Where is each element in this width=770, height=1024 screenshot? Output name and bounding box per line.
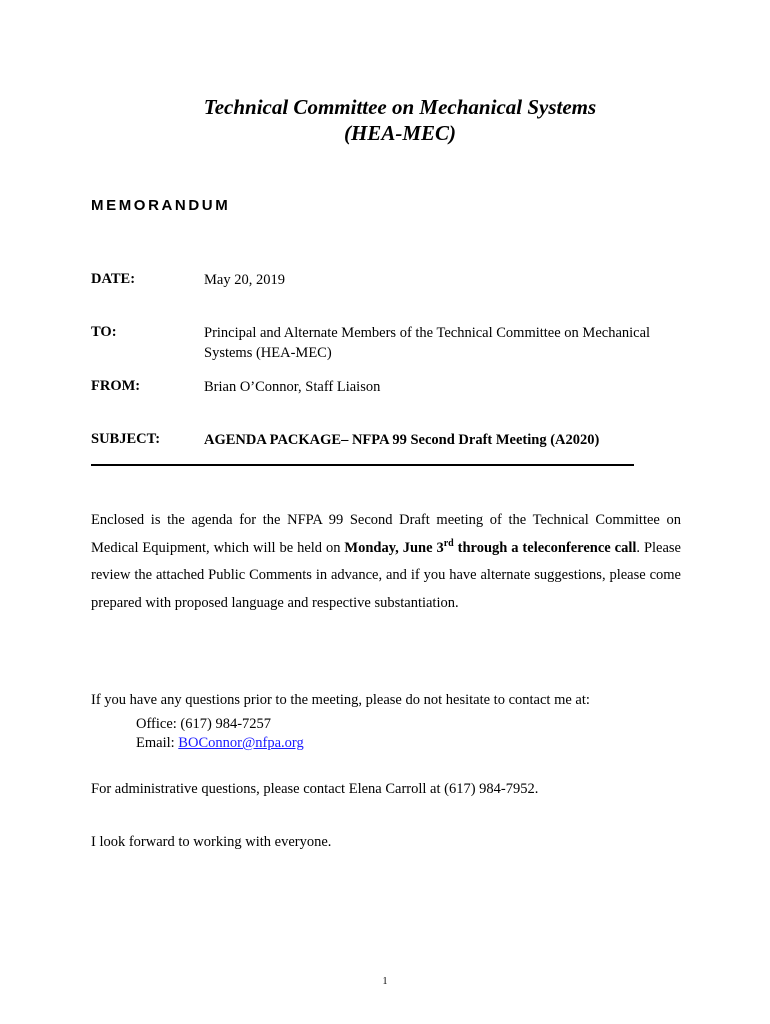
meeting-date-emphasis: Monday, June 3rd through a teleconference call	[344, 537, 637, 556]
email-contact	[136, 734, 304, 753]
office-phone: (617) 984-7257	[180, 716, 272, 732]
intro-text-end: . Please review the attached Public Comments in advance, and if you have alternate suggestions, please come prepared with proposed language and respective substantiation.	[91, 539, 681, 611]
email-link[interactable]: BOConnor@nfpa.org	[178, 735, 304, 751]
title-line-2: (HEA-MEC)	[343, 121, 456, 145]
date-label: DATE:	[91, 271, 136, 287]
to-label: TO:	[91, 324, 117, 340]
memorandum-heading: MEMORANDUM	[91, 197, 231, 214]
closing-line: I look forward to working with everyone.	[91, 834, 332, 850]
subject-value: AGENDA PACKAGE– NFPA 99 Second Draft Meeting (A2020)	[204, 432, 600, 448]
intro-paragraph	[91, 507, 681, 617]
subject-label: SUBJECT:	[91, 431, 161, 447]
from-label: FROM:	[91, 378, 141, 394]
office-contact	[136, 715, 271, 734]
header-divider	[91, 464, 634, 466]
to-value: Principal and Alternate Members of the Technical Committee on Mechanical Systems (HEA-MEC)	[204, 325, 651, 361]
page-number: 1	[382, 976, 388, 987]
email-label: Email:	[136, 735, 175, 751]
title-line-1: Technical Committee on Mechanical Systems	[203, 95, 597, 119]
date-value: May 20, 2019	[204, 272, 285, 288]
admin-questions-line: For administrative questions, please contact Elena Carroll at (617) 984-7952.	[91, 781, 539, 797]
office-label: Office:	[136, 716, 177, 732]
questions-line: If you have any questions prior to the meeting, please do not hesitate to contact me at:	[91, 692, 590, 708]
from-value: Brian O’Connor, Staff Liaison	[204, 379, 381, 395]
document-title	[0, 94, 770, 146]
intro-text-start: Enclosed is the agenda for the NFPA 99 Second Draft meeting of the Technical Committee on Medical Equipment, which will be held on	[91, 512, 681, 556]
